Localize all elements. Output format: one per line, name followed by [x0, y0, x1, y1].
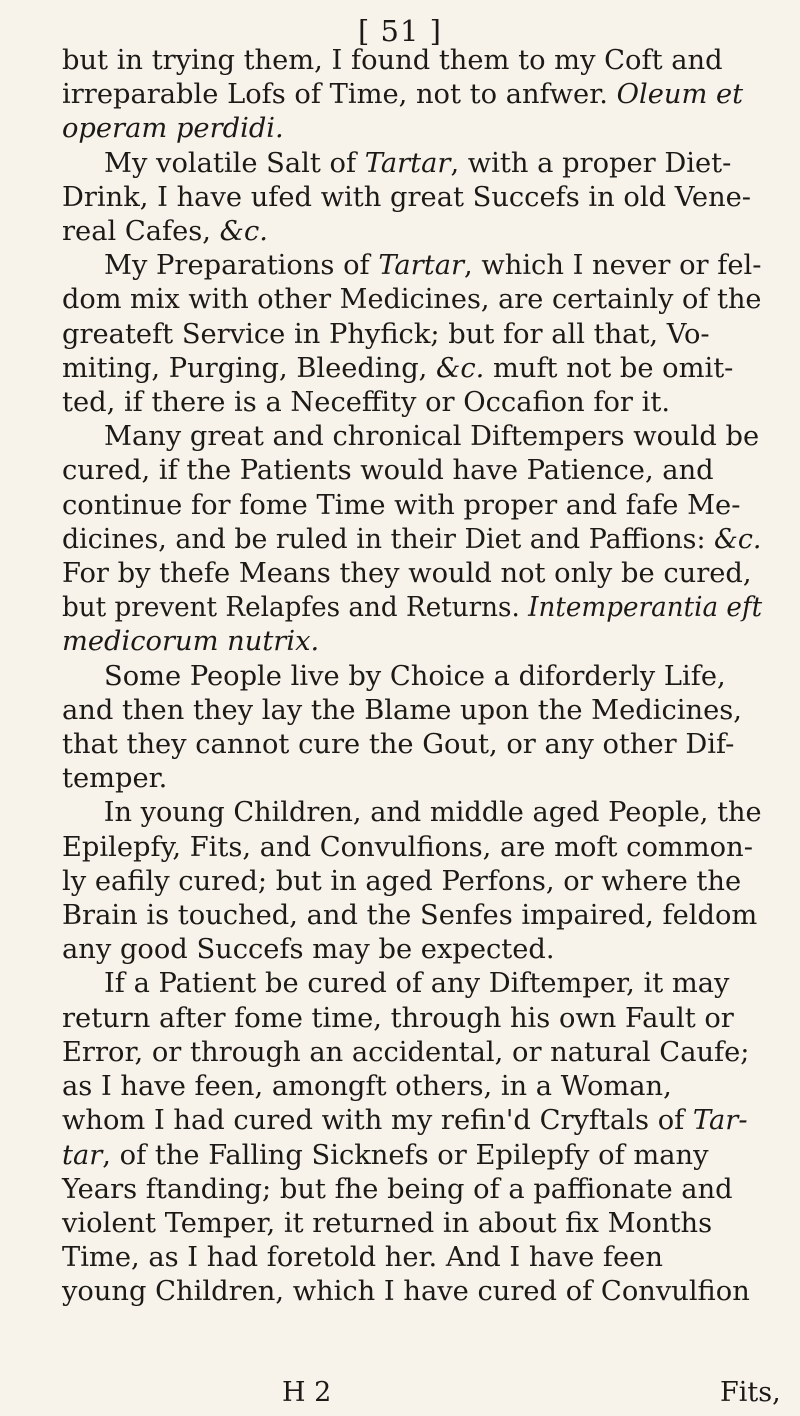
text-line	[62, 591, 763, 625]
text-segment: Drink, I have ufed with great Succefs in old Vene-	[62, 181, 752, 213]
text-segment: return after fome time, through his own Fault or	[62, 1002, 734, 1034]
italic-segment: medicorum nutrix.	[62, 626, 320, 658]
text-line	[62, 147, 762, 181]
text-segment: temper.	[62, 763, 168, 795]
text-line	[62, 283, 762, 317]
text-segment: continue for fome Time with proper and fafe Me-	[62, 489, 741, 521]
text-line	[62, 899, 762, 933]
text-line	[62, 660, 762, 694]
text-segment: ted, if there is a Neceffity or Occafion for it.	[62, 387, 671, 419]
text-line	[62, 865, 762, 899]
text-segment: In young Children, and middle aged People, the	[103, 797, 762, 829]
text-line	[62, 728, 762, 762]
text-line	[62, 386, 762, 420]
text-segment: Years ftanding; but fhe being of a paffionate and	[62, 1173, 733, 1205]
text-segment: greateft Service in Phyfick; but for all that, Vo-	[62, 318, 710, 350]
text-line	[62, 1173, 762, 1207]
text-segment: and then they lay the Blame upon the Medicines,	[62, 694, 742, 726]
italic-segment: tar	[62, 1139, 103, 1171]
italic-segment: &c.	[436, 352, 485, 384]
text-line	[62, 762, 762, 796]
text-line	[62, 78, 762, 112]
text-segment: For by thefe Means they would not only be cured,	[62, 558, 752, 590]
text-line	[62, 967, 762, 1001]
text-segment: dom mix with other Medicines, are certainly of the	[62, 284, 762, 316]
text-line	[62, 249, 762, 283]
text-segment: Error, or through an accidental, or natural Caufe;	[62, 1036, 750, 1068]
italic-segment: Tar-	[692, 1105, 748, 1137]
text-segment: young Children, which I have cured of Convulfion	[62, 1276, 750, 1308]
text-segment: as I have feen, amongft others, in a Woman,	[62, 1071, 672, 1103]
signature-mark: H 2	[282, 1377, 332, 1408]
text-line	[62, 318, 762, 352]
text-segment: Some People live by Choice a diforderly Life,	[104, 660, 726, 692]
text-line	[62, 420, 762, 454]
italic-segment: Oleum et	[616, 79, 744, 111]
text-line	[62, 181, 762, 215]
text-line	[62, 1036, 762, 1070]
text-segment: Epilepfy, Fits, and Convulfions, are moft common-	[62, 831, 753, 863]
text-segment: , of the Falling Sicknefs or Epilepfy of many	[102, 1139, 709, 1171]
text-segment: miting, Purging, Bleeding,	[62, 352, 437, 384]
text-line	[62, 1002, 762, 1036]
text-segment: violent Temper, it returned in about fix Months	[62, 1207, 713, 1239]
italic-segment: Tartar	[378, 250, 465, 282]
text-line	[62, 1104, 762, 1138]
text-line	[62, 1070, 762, 1104]
text-line	[62, 796, 762, 830]
text-segment: My volatile Salt of	[104, 147, 365, 179]
text-line	[62, 1207, 762, 1241]
text-segment: cured, if the Patients would have Patience, and	[62, 455, 714, 487]
text-line	[62, 1275, 762, 1309]
text-line	[62, 44, 762, 78]
text-line	[62, 625, 762, 659]
text-segment: , which I never or fel-	[464, 250, 762, 282]
text-segment: but in trying them, I found them to my Coft and	[62, 45, 723, 76]
text-segment: Time, as I had foretold her. And I have feen	[62, 1242, 663, 1274]
text-segment: dicines, and be ruled in their Diet and Paffions:	[62, 523, 715, 555]
text-line	[62, 215, 762, 249]
text-line	[62, 112, 762, 146]
italic-segment: &c.	[219, 216, 268, 248]
text-line	[62, 489, 762, 523]
text-segment: but prevent Relapfes and Returns.	[62, 592, 529, 624]
text-segment: real Cafes,	[62, 216, 220, 248]
text-line	[62, 831, 762, 865]
text-line	[62, 523, 762, 557]
page-number: [ 51 ]	[358, 14, 442, 48]
body-text	[62, 44, 762, 1310]
text-segment: If a Patient be cured of any Diftemper, it may	[104, 968, 730, 1000]
italic-segment: &c.	[714, 523, 762, 555]
text-line	[62, 694, 762, 728]
text-segment: , with a proper Diet-	[450, 147, 732, 179]
text-segment: any good Succefs may be expected.	[62, 934, 555, 966]
text-line	[62, 352, 762, 386]
italic-segment: Tartar	[364, 147, 451, 179]
text-segment: My Preparations of	[104, 250, 379, 282]
text-line	[62, 1139, 762, 1173]
text-segment: ly eafily cured; but in aged Perfons, or where the	[62, 865, 742, 897]
text-segment: that they cannot cure the Gout, or any other Dif-	[62, 729, 735, 761]
italic-segment: operam perdidi.	[62, 113, 284, 145]
text-segment: irreparable Lofs of Time, not to anfwer.	[62, 79, 617, 111]
text-segment: Many great and chronical Diftempers would be	[104, 421, 760, 453]
text-line	[62, 933, 762, 967]
text-segment: muft not be omit-	[484, 352, 734, 384]
text-line	[62, 454, 762, 488]
catchword: Fits,	[720, 1377, 781, 1408]
text-line	[62, 1241, 762, 1275]
text-segment: Brain is touched, and the Senfes impaired, feldom	[62, 900, 758, 932]
italic-segment: Intemperantia eft	[528, 592, 763, 624]
text-segment: whom I had cured with my refin'd Cryftals of	[62, 1105, 693, 1137]
text-line	[62, 557, 762, 591]
